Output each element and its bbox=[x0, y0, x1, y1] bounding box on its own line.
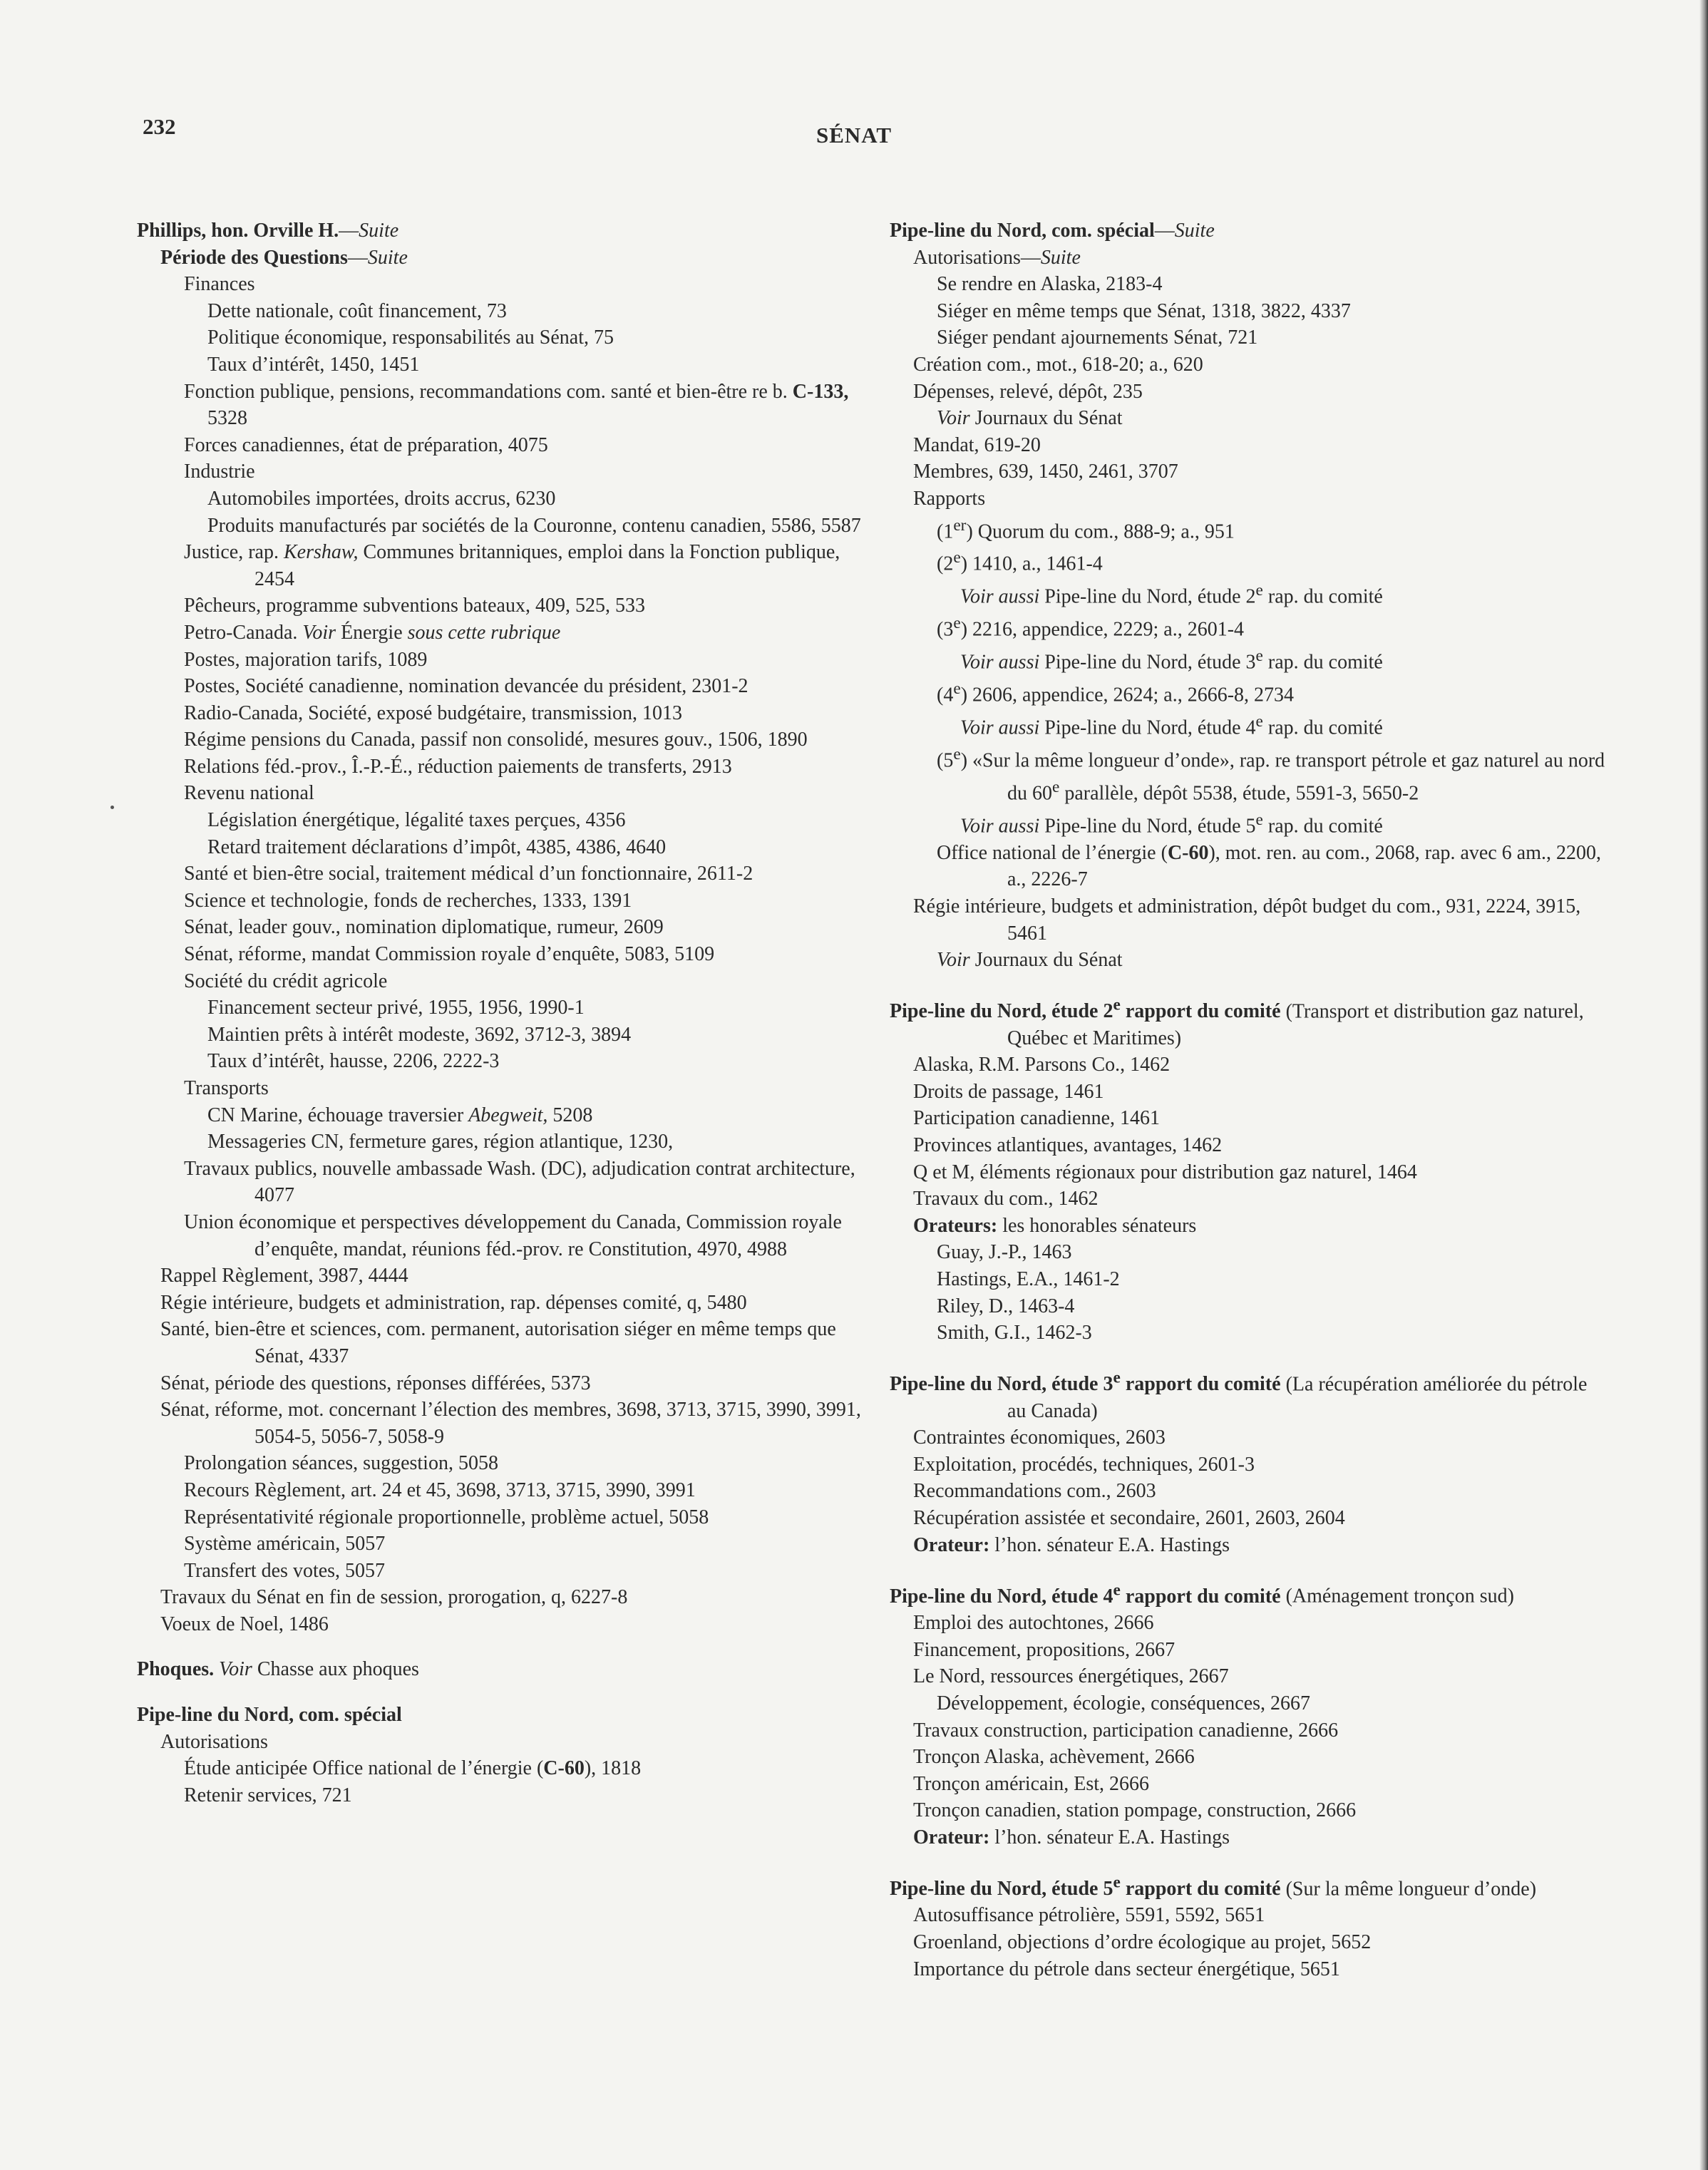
index-entry: (4e) 2606, appendice, 2624; a., 2666-8, 2734 bbox=[937, 679, 1295, 706]
running-title: SÉNAT bbox=[816, 123, 892, 148]
index-entry: Retard traitement déclarations d’impôt, 4385, 4386, 4640 bbox=[207, 835, 667, 858]
index-heading: Pipe-line du Nord, com. spécial bbox=[137, 1704, 402, 1727]
index-entry: Autorisations bbox=[160, 1730, 268, 1753]
section-gap bbox=[890, 1347, 1610, 1365]
index-entry: Santé et bien-être social, traitement médical d’un fonctionnaire, 2611-2 bbox=[184, 863, 753, 885]
index-entry: Recommandations com., 2603 bbox=[913, 1480, 1156, 1503]
index-entry: Tronçon Alaska, achèvement, 2666 bbox=[913, 1746, 1195, 1769]
index-entry: Financement, propositions, 2667 bbox=[913, 1638, 1175, 1661]
page-edge-shadow bbox=[1699, 0, 1708, 2170]
index-entry: Sénat, réforme, mandat Commission royale d’enquête, 5083, 5109 bbox=[184, 943, 715, 966]
section-gap bbox=[890, 1851, 1610, 1870]
index-entry: Provinces atlantiques, avantages, 1462 bbox=[913, 1134, 1223, 1157]
index-entry: Rappel Règlement, 3987, 4444 bbox=[160, 1265, 408, 1287]
index-entry: Exploitation, procédés, techniques, 2601-3 bbox=[913, 1453, 1255, 1476]
index-entry: Fonction publique, pensions, recommandations com. santé et bien-être re b. C-133, 5328 bbox=[184, 380, 849, 430]
index-entry: Participation canadienne, 1461 bbox=[913, 1107, 1160, 1130]
index-entry: Automobiles importées, droits accrus, 6230 bbox=[207, 487, 556, 510]
index-heading: Pipe-line du Nord, com. spécial—Suite bbox=[890, 220, 1215, 242]
index-entry: CN Marine, échouage traversier Abegweit, 5208 bbox=[207, 1104, 593, 1126]
index-entry: Voir Journaux du Sénat bbox=[937, 949, 1123, 972]
index-entry: Science et technologie, fonds de recherches, 1333, 1391 bbox=[184, 889, 632, 912]
index-entry: Travaux publics, nouvelle ambassade Wash. (DC), adjudication contrat architecture, 4077 bbox=[184, 1157, 855, 1207]
index-entry: Création com., mot., 618-20; a., 620 bbox=[913, 353, 1203, 376]
index-entry: Retenir services, 721 bbox=[184, 1784, 352, 1806]
index-entry: Recours Règlement, art. 24 et 45, 3698, 3713, 3715, 3990, 3991 bbox=[184, 1479, 696, 1501]
index-entry: Régime pensions du Canada, passif non consolidé, mesures gouv., 1506, 1890 bbox=[184, 729, 808, 751]
index-entry: Prolongation séances, suggestion, 5058 bbox=[184, 1452, 498, 1475]
section-gap bbox=[137, 1683, 878, 1702]
index-entry: Autosuffisance pétrolière, 5591, 5592, 5651 bbox=[913, 1904, 1265, 1927]
index-heading: Pipe-line du Nord, étude 5e rapport du comité (Sur la même longueur d’onde) bbox=[890, 1873, 1537, 1900]
index-entry: (3e) 2216, appendice, 2229; a., 2601-4 bbox=[937, 614, 1245, 641]
index-entry: Voir Journaux du Sénat bbox=[937, 407, 1123, 430]
index-entry: Dette nationale, coût financement, 73 bbox=[207, 299, 507, 322]
index-entry: (1er) Quorum du com., 888-9; a., 951 bbox=[937, 515, 1235, 542]
index-entry: Guay, J.-P., 1463 bbox=[937, 1241, 1072, 1264]
index-entry: Taux d’intérêt, 1450, 1451 bbox=[207, 353, 420, 376]
index-column-right bbox=[890, 217, 1610, 1983]
index-entry: Système américain, 5057 bbox=[184, 1533, 386, 1555]
index-entry: Voir aussi Pipe-line du Nord, étude 3e rap. du comité bbox=[960, 647, 1383, 674]
index-entry: Revenu national bbox=[184, 782, 314, 805]
index-entry: Travaux du Sénat en fin de session, prorogation, q, 6227-8 bbox=[160, 1586, 628, 1609]
index-entry: Autorisations—Suite bbox=[913, 246, 1081, 269]
index-entry: Messageries CN, fermeture gares, région atlantique, 1230, bbox=[207, 1131, 674, 1153]
section-gap bbox=[890, 974, 1610, 992]
index-entry: Tronçon canadien, station pompage, construction, 2666 bbox=[913, 1799, 1357, 1822]
index-entry: Transfert des votes, 5057 bbox=[184, 1559, 386, 1582]
index-entry: Groenland, objections d’ordre écologique au projet, 5652 bbox=[913, 1931, 1372, 1954]
index-entry: Petro-Canada. Voir Énergie sous cette rubrique bbox=[184, 621, 561, 644]
index-entry: Se rendre en Alaska, 2183-4 bbox=[937, 273, 1163, 296]
index-entry: Contraintes économiques, 2603 bbox=[913, 1426, 1166, 1449]
index-heading: Pipe-line du Nord, étude 2e rapport du comité (Transport et distribution gaz naturel, Québec et Maritimes) bbox=[890, 995, 1584, 1049]
index-entry: Importance du pétrole dans secteur énergétique, 5651 bbox=[913, 1958, 1340, 1980]
index-entry: Financement secteur privé, 1955, 1956, 1990-1 bbox=[207, 997, 585, 1019]
index-entry: Produits manufacturés par sociétés de la Couronne, contenu canadien, 5586, 5587 bbox=[207, 514, 861, 537]
index-entry: Hastings, E.A., 1461-2 bbox=[937, 1267, 1120, 1290]
index-entry: Postes, Société canadienne, nomination devancée du président, 2301-2 bbox=[184, 675, 748, 698]
index-entry: Droits de passage, 1461 bbox=[913, 1080, 1104, 1103]
index-entry: Finances bbox=[184, 273, 255, 296]
index-entry: Maintien prêts à intérêt modeste, 3692, 3712-3, 3894 bbox=[207, 1023, 632, 1046]
index-entry: Voir aussi Pipe-line du Nord, étude 4e rap. du comité bbox=[960, 712, 1383, 739]
index-entry: Travaux du com., 1462 bbox=[913, 1188, 1099, 1210]
index-entry: Voir aussi Pipe-line du Nord, étude 2e rap. du comité bbox=[960, 581, 1383, 608]
index-entry: Santé, bien-être et sciences, com. permanent, autorisation siéger en même temps que Sénat, 4337 bbox=[160, 1318, 836, 1367]
index-entry: Emploi des autochtones, 2666 bbox=[913, 1612, 1154, 1635]
index-entry: Dépenses, relevé, dépôt, 235 bbox=[913, 380, 1143, 403]
index-entry: Sénat, réforme, mot. concernant l’élection des membres, 3698, 3713, 3715, 3990, 3991, 5054-5, 5056-7, 5058-9 bbox=[160, 1399, 861, 1448]
index-entry: Justice, rap. Kershaw, Communes britanniques, emploi dans la Fonction publique, 2454 bbox=[184, 541, 840, 590]
index-entry: Orateur: l’hon. sénateur E.A. Hastings bbox=[913, 1826, 1230, 1848]
index-entry: Période des Questions—Suite bbox=[160, 246, 408, 269]
index-entry: Législation énergétique, légalité taxes perçues, 4356 bbox=[207, 809, 626, 832]
index-heading: Pipe-line du Nord, étude 4e rapport du comité (Aménagement tronçon sud) bbox=[890, 1580, 1514, 1608]
index-heading: Phoques. Voir Chasse aux phoques bbox=[137, 1658, 419, 1681]
index-entry: Riley, D., 1463-4 bbox=[937, 1295, 1075, 1317]
index-entry: Pêcheurs, programme subventions bateaux, 409, 525, 533 bbox=[184, 595, 645, 617]
index-entry: Récupération assistée et secondaire, 2601, 2603, 2604 bbox=[913, 1507, 1345, 1530]
index-entry: Régie intérieure, budgets et administration, rap. dépenses comité, q, 5480 bbox=[160, 1291, 747, 1314]
index-entry: Q et M, éléments régionaux pour distribution gaz naturel, 1464 bbox=[913, 1161, 1417, 1183]
index-entry: Forces canadiennes, état de préparation, 4075 bbox=[184, 433, 548, 456]
index-entry: Développement, écologie, conséquences, 2667 bbox=[937, 1692, 1311, 1714]
index-entry: Orateurs: les honorables sénateurs bbox=[913, 1214, 1197, 1237]
index-entry: Tronçon américain, Est, 2666 bbox=[913, 1772, 1150, 1795]
index-entry: Régie intérieure, budgets et administration, dépôt budget du com., 931, 2224, 3915, 5461 bbox=[913, 895, 1581, 945]
index-entry: Postes, majoration tarifs, 1089 bbox=[184, 648, 428, 671]
index-entry: Alaska, R.M. Parsons Co., 1462 bbox=[913, 1054, 1171, 1076]
index-entry: Industrie bbox=[184, 461, 255, 483]
stray-mark bbox=[110, 806, 114, 809]
index-entry: (5e) «Sur la même longueur d’onde», rap. re transport pétrole et gaz naturel au nord du 60e parallèle, dépôt 5538, étude, 5591-3, 5650-2 bbox=[937, 744, 1605, 805]
index-entry: Sénat, période des questions, réponses différées, 5373 bbox=[160, 1372, 591, 1394]
index-column-left bbox=[137, 217, 878, 1809]
index-entry: Taux d’intérêt, hausse, 2206, 2222-3 bbox=[207, 1050, 500, 1073]
index-entry: Sénat, leader gouv., nomination diplomatique, rumeur, 2609 bbox=[184, 916, 664, 939]
section-gap bbox=[137, 1637, 878, 1656]
index-entry: Rapports bbox=[913, 487, 986, 510]
index-entry: Représentativité régionale proportionnelle, problème actuel, 5058 bbox=[184, 1506, 709, 1528]
index-entry: Le Nord, ressources énergétiques, 2667 bbox=[913, 1665, 1229, 1688]
index-entry: Politique économique, responsabilités au Sénat, 75 bbox=[207, 326, 614, 349]
index-entry: Étude anticipée Office national de l’énergie (C-60), 1818 bbox=[184, 1757, 642, 1780]
index-entry: (2e) 1410, a., 1461-4 bbox=[937, 548, 1103, 575]
index-entry: Voeux de Noel, 1486 bbox=[160, 1613, 329, 1635]
section-gap bbox=[890, 1558, 1610, 1577]
index-heading: Phillips, hon. Orville H.—Suite bbox=[137, 220, 399, 242]
index-entry: Office national de l’énergie (C-60), mot. ren. au com., 2068, rap. avec 6 am., 2200, a., 2226-7 bbox=[937, 841, 1601, 891]
index-entry: Siéger en même temps que Sénat, 1318, 3822, 4337 bbox=[937, 299, 1351, 322]
index-heading: Pipe-line du Nord, étude 3e rapport du comité (La récupération améliorée du pétrole au Canada) bbox=[890, 1368, 1588, 1422]
index-entry: Mandat, 619-20 bbox=[913, 433, 1041, 456]
index-entry: Travaux construction, participation canadienne, 2666 bbox=[913, 1719, 1339, 1742]
index-entry: Union économique et perspectives développement du Canada, Commission royale d’enquête, mandat, réunions féd.-prov. re Constitution, 4970, 4988 bbox=[184, 1210, 842, 1260]
index-entry: Smith, G.I., 1462-3 bbox=[937, 1322, 1092, 1344]
index-entry: Membres, 639, 1450, 2461, 3707 bbox=[913, 461, 1178, 483]
index-entry: Transports bbox=[184, 1077, 269, 1099]
index-entry: Société du crédit agricole bbox=[184, 970, 388, 992]
index-entry: Siéger pendant ajournements Sénat, 721 bbox=[937, 326, 1258, 349]
index-entry: Voir aussi Pipe-line du Nord, étude 5e rap. du comité bbox=[960, 810, 1383, 838]
index-entry: Orateur: l’hon. sénateur E.A. Hastings bbox=[913, 1533, 1230, 1556]
page-number: 232 bbox=[143, 114, 176, 139]
index-entry: Radio-Canada, Société, exposé budgétaire, transmission, 1013 bbox=[184, 701, 683, 724]
index-entry: Relations féd.-prov., Î.-P.-É., réduction paiements de transferts, 2913 bbox=[184, 755, 732, 778]
